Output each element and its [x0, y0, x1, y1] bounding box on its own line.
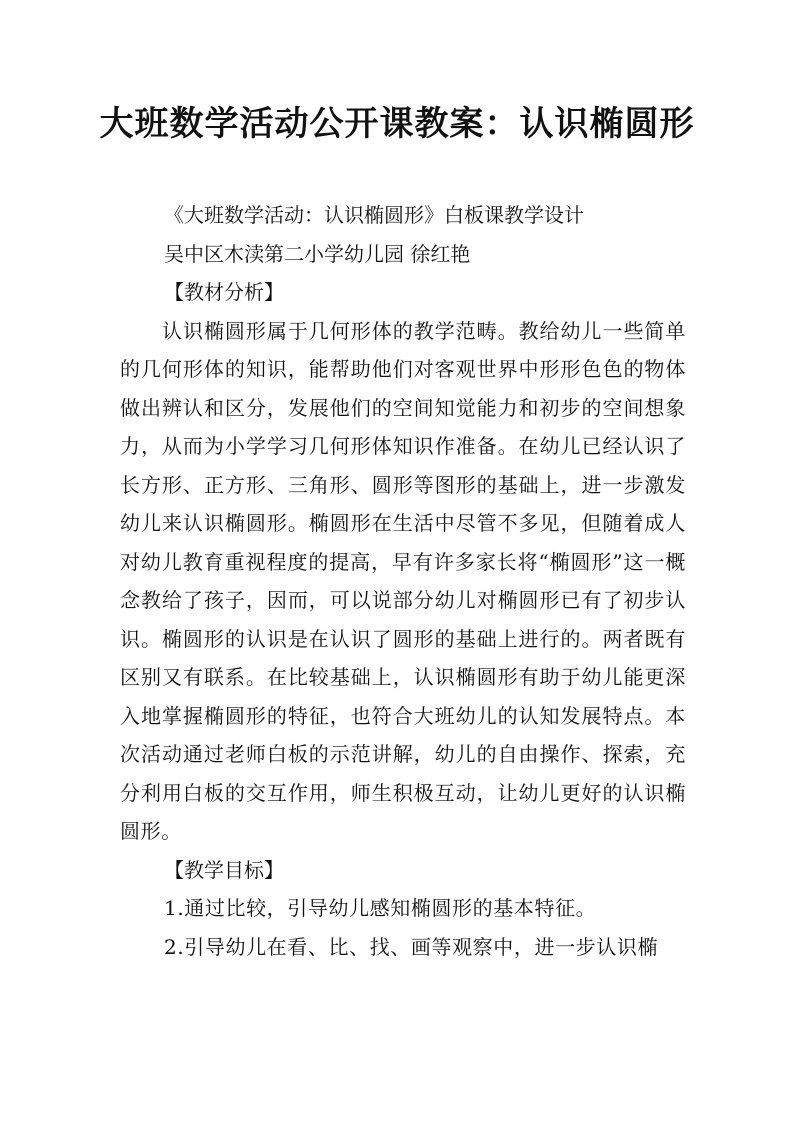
- document-title: 大班数学活动公开课教案：认识椭圆形: [99, 104, 695, 144]
- section-heading-materials: 【教材分析】: [164, 280, 284, 304]
- goal-item: 1.通过比较，引导幼儿感知椭圆形的基本特征。: [164, 896, 597, 920]
- goal-item: 2.引导幼儿在看、比、找、画等观察中，进一步认识椭: [164, 934, 659, 959]
- document-subtitle: 《大班数学活动：认识椭圆形》白板课教学设计: [164, 203, 584, 227]
- section-heading-goals: 【教学目标】: [164, 857, 284, 882]
- materials-paragraph: 认识椭圆形属于几何形体的教学范畴。教给幼儿一些简单的几何形体的知识，能帮助他们对客观世界中形形色色的物体做出辨认和区分，发展他们的空间知觉能力和初步的空间想象力，从而为小学学习几何形体知识作准备。在幼儿已经认识了长方形、正方形、三角形、圆形等图形的基础上，进一步激发幼儿来认识椭圆形。椭圆形在生活中尽管不多见，但随着成人对幼儿教育重视程度的提高，早有许多家长将“椭圆形”这一概念教给了孩子，因而，可以说部分幼儿对椭圆形已有了初步认识。椭圆形的认识是在认识了圆形的基础上进行的。两者既有区别又有联系。在比较基础上，认识椭圆形有助于幼儿能更深入地掌握椭圆形的特征，也符合大班幼儿的认知发展特点。本次活动通过老师白板的示范讲解，幼儿的自由操作、探索，充分利用白板的交互作用，师生积极互动，让幼儿更好的认识椭圆形。: [120, 318, 686, 843]
- document-body: [120, 196, 686, 966]
- author-line: 吴中区木渎第二小学幼儿园 徐红艳: [164, 241, 471, 266]
